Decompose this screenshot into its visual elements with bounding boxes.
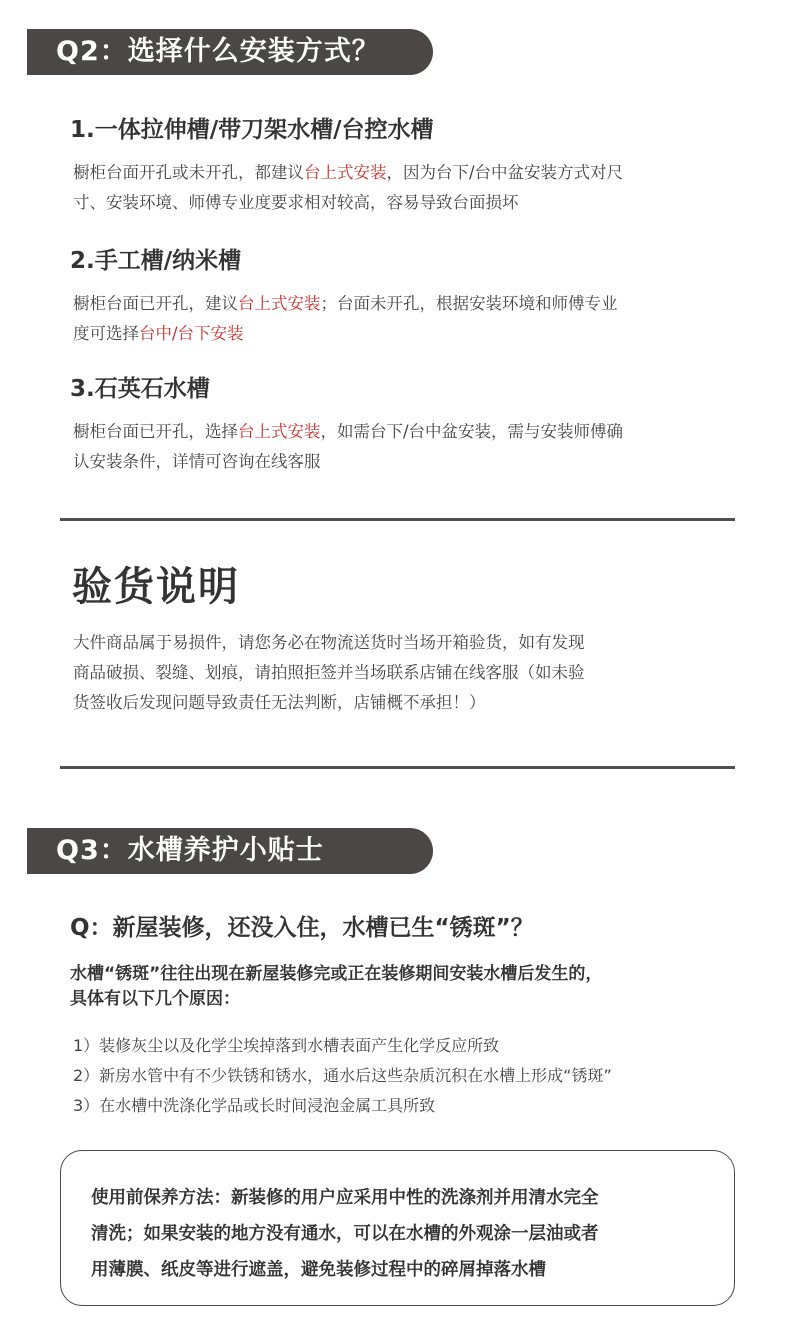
list-item: 1）装修灰尘以及化学尘埃掉落到水槽表面产生化学反应所致	[73, 1036, 500, 1055]
item3-highlight: 台上式安装	[238, 422, 321, 441]
item2-text-b: ；台面未开孔，根据安装环境和师傅专业	[320, 294, 618, 313]
item3-text	[73, 417, 723, 477]
inspection-text	[73, 628, 723, 718]
q2-banner	[27, 29, 433, 75]
list-item: 3）在水槽中洗涤化学品或长时间浸泡金属工具所致	[73, 1096, 436, 1115]
item2-heading: 2.手工槽/纳米槽	[70, 248, 242, 274]
item2-text	[73, 289, 723, 349]
item1-highlight: 台上式安装	[304, 163, 387, 182]
item2-text-a: 橱柜台面已开孔，建议	[73, 294, 238, 313]
item3-text-a: 橱柜台面已开孔，选择	[73, 422, 238, 441]
q3-reasons-list	[73, 1031, 612, 1121]
item1-text-b: ，因为台下/台中盆安装方式对尺	[386, 163, 624, 182]
item2-text-line2-a: 度可选择	[73, 324, 139, 343]
inspection-line-2: 商品破损、裂缝、划痕，请拍照拒签并当场联系店铺在线客服（如未验	[73, 663, 585, 682]
inspection-title: 验货说明	[72, 564, 240, 610]
tip-line-1: 使用前保养方法：新装修的用户应采用中性的洗涤剂并用清水完全	[91, 1188, 599, 1208]
inspection-line-1: 大件商品属于易损件，请您务必在物流送货时当场开箱验货，如有发现	[73, 633, 585, 652]
item1-text-a: 橱柜台面开孔或未开孔，都建议	[73, 163, 304, 182]
q3-banner-title: Q3：水槽养护小贴士	[56, 835, 324, 866]
q3-answer-line-1: 水槽“锈斑”往往出现在新屋装修完或正在装修期间安装水槽后发生的，	[70, 964, 603, 984]
item1-text	[73, 158, 723, 218]
item3-text-b: ，如需台下/台中盆安装，需与安装师傅确	[320, 422, 624, 441]
item2-highlight-2: 台中/台下安装	[139, 324, 244, 343]
q2-banner-title: Q2：选择什么安装方式？	[56, 36, 380, 67]
divider-1	[60, 518, 735, 521]
tip-line-3: 用薄膜、纸皮等进行遮盖，避免装修过程中的碎屑掉落水槽	[91, 1260, 546, 1280]
maintenance-tip-box	[60, 1150, 735, 1306]
q3-question: Q：新屋装修，还没入住，水槽已生“锈斑”？	[70, 915, 534, 941]
q3-banner	[27, 828, 433, 874]
item1-heading: 1.一体拉伸槽/带刀架水槽/台控水槽	[70, 117, 434, 143]
divider-2	[60, 766, 735, 769]
q3-answer-line-2: 具体有以下几个原因：	[70, 989, 240, 1009]
inspection-line-3: 货签收后发现问题导致责任无法判断，店铺概不承担！）	[73, 693, 486, 712]
item1-text-line2: 寸、安装环境、师傅专业度要求相对较高，容易导致台面损坏	[73, 193, 519, 212]
item2-highlight: 台上式安装	[238, 294, 321, 313]
tip-line-2: 清洗；如果安装的地方没有通水，可以在水槽的外观涂一层油或者	[91, 1224, 599, 1244]
q3-answer	[70, 962, 720, 1012]
item3-text-line2: 认安装条件，详情可咨询在线客服	[73, 452, 321, 471]
item3-heading: 3.石英石水槽	[70, 376, 210, 402]
list-item: 2）新房水管中有不少铁锈和锈水，通水后这些杂质沉积在水槽上形成“锈斑”	[73, 1066, 612, 1085]
